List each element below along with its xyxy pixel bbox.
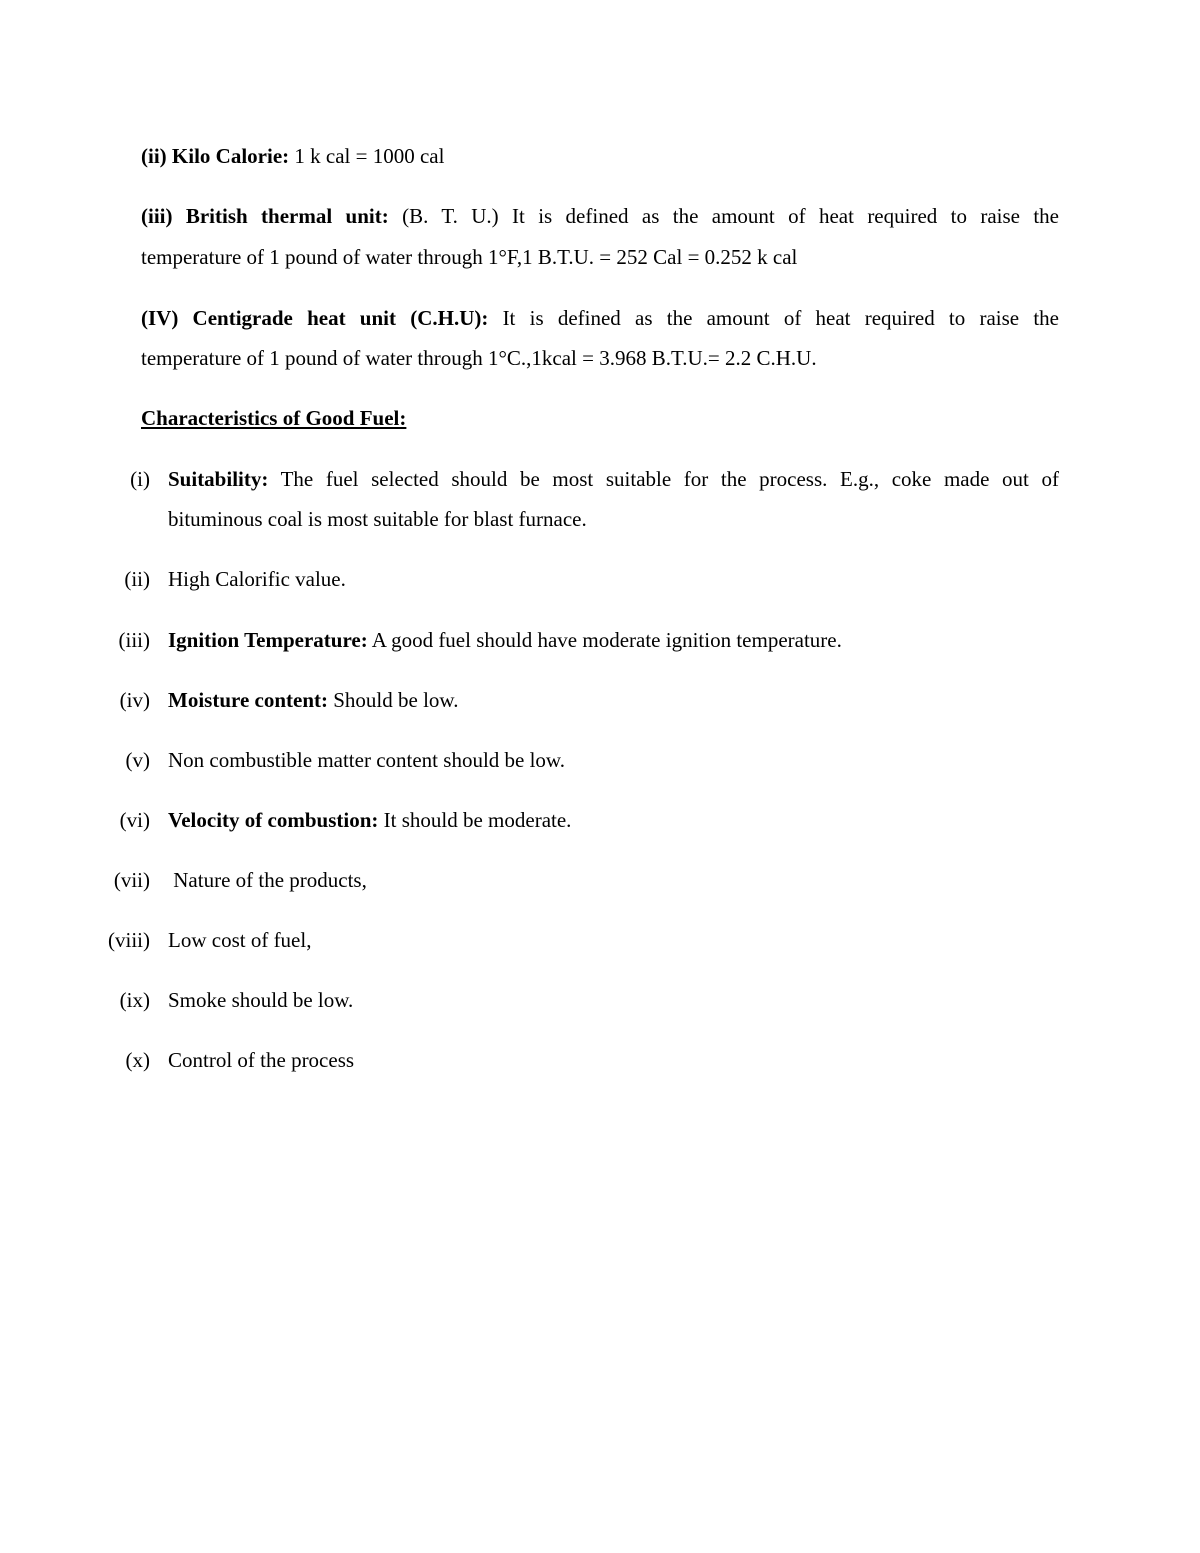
list-item-body: A good fuel should have moderate ignition temperature.: [367, 628, 842, 652]
btu-paragraph-line1: [141, 203, 1059, 229]
list-item-number: (v): [125, 748, 150, 772]
list-item-number: (iv): [119, 688, 150, 712]
list-item-text: Low cost of fuel,: [168, 928, 312, 952]
list-item-number: (ix): [119, 988, 150, 1012]
list-item-continuation: bituminous coal is most suitable for blast furnace.: [168, 507, 587, 531]
list-item-number: (i): [130, 467, 150, 491]
list-item-number: (ii): [124, 567, 150, 591]
btu-paragraph-line2: temperature of 1 pound of water through 1°F,1 B.T.U. = 252 Cal = 0.252 k cal: [141, 245, 798, 269]
list-item-text: Nature of the products,: [168, 868, 367, 892]
list-item-number: (x): [125, 1048, 150, 1072]
list-item-body: It should be moderate.: [378, 808, 572, 832]
list-item-number: (vii): [113, 868, 150, 892]
kilo-calorie-text: 1 k cal = 1000 cal: [289, 144, 445, 168]
list-item-text: Non combustible matter content should be low.: [168, 748, 565, 772]
list-item-number: (vi): [119, 808, 150, 832]
list-item-body: Should be low.: [328, 688, 459, 712]
list-item-bold-label: Velocity of combustion:: [168, 808, 379, 832]
list-item-text: Smoke should be low.: [168, 988, 354, 1012]
list-item-text: High Calorific value.: [168, 567, 346, 591]
chu-text-line1: It is defined as the amount of heat required to raise the: [488, 306, 1059, 330]
btu-text-line1: (B. T. U.) It is defined as the amount of heat required to raise the: [388, 204, 1059, 228]
list-item-text: [168, 466, 1059, 492]
list-item-text: [168, 627, 842, 653]
kilo-calorie-paragraph: [141, 143, 444, 169]
section-heading: Characteristics of Good Fuel:: [141, 406, 407, 430]
list-item-text: [168, 807, 571, 833]
list-item-text: [168, 687, 458, 713]
chu-paragraph-line2: temperature of 1 pound of water through 1°C.,1kcal = 3.968 B.T.U.= 2.2 C.H.U.: [141, 346, 817, 370]
list-item-body: The fuel selected should be most suitable for the process. E.g., coke made out of: [268, 467, 1059, 491]
list-item-bold-label: Suitability:: [168, 467, 269, 491]
list-item-number: (iii): [118, 628, 150, 652]
btu-label: (iii) British thermal unit:: [141, 204, 389, 228]
chu-label: (IV) Centigrade heat unit (C.H.U):: [141, 306, 489, 330]
list-item-bold-label: Ignition Temperature:: [168, 628, 368, 652]
kilo-calorie-label: (ii) Kilo Calorie:: [141, 144, 290, 168]
chu-paragraph-line1: [141, 305, 1059, 331]
list-item-bold-label: Moisture content:: [168, 688, 328, 712]
list-item-number: (viii): [108, 928, 150, 952]
list-item-text: Control of the process: [168, 1048, 355, 1072]
